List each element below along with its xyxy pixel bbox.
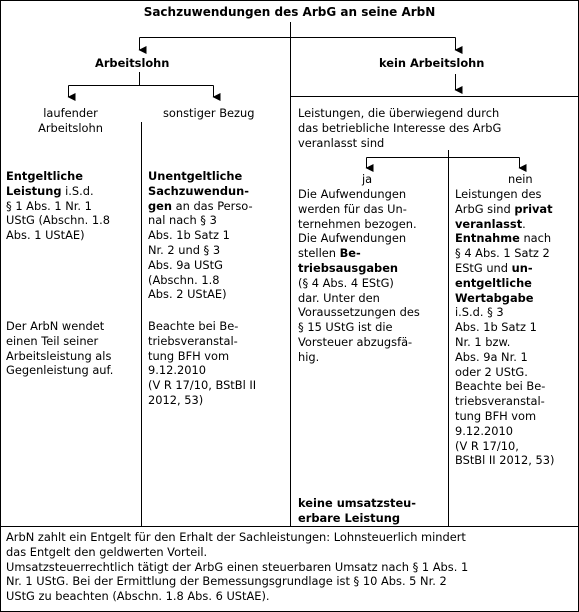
ja-betriebsausgaben-line-5: stellen Be- [298, 246, 361, 261]
nein-private-entnahme-line-14: Beachte bei Be- [455, 379, 546, 394]
footer-note [6, 530, 468, 604]
col1-entgeltliche-leistung-line-3: § 1 Abs. 1 Nr. 1 [6, 198, 92, 213]
nein-private-entnahme-line-9: i.S.d. § 3 [455, 305, 504, 320]
nein-private-entnahme-line-7: entgeltliche [455, 275, 532, 290]
col1-entgeltliche-leistung [6, 169, 110, 243]
nein-private-entnahme-line-8: Wertabgabe [455, 290, 534, 305]
col1-explanation-line-3: Arbeitsleistung als [6, 348, 112, 363]
footer-note-line-3: Umsatzsteuerrechtlich tätigt der ArbG einen steuerbaren Umsatz nach § 1 Abs. 1 [6, 559, 469, 574]
col2-unentgeltliche-sachzuwendungen-line-6: Nr. 2 und § 3 [148, 242, 221, 257]
ja-betriebsausgaben [298, 187, 420, 365]
ja-betriebsausgaben-line-1: Die Aufwendungen [298, 187, 407, 201]
col1-explanation-line-4: Gegenleistung auf. [6, 363, 114, 378]
ja-betriebsausgaben-line-12: hig. [298, 349, 320, 364]
branch-laufend-line-2: Arbeitslohn [38, 120, 103, 135]
right-intro-line-1: Leistungen, die überwiegend durch [298, 106, 500, 120]
ja-betriebsausgaben-line-6: triebsausgaben [298, 260, 399, 275]
col2-bfh-note-line-1: Beachte bei Be- [148, 319, 239, 333]
col1-entgeltliche-leistung-line-2: Leistung i.S.d. [6, 183, 94, 198]
nein-private-entnahme-line-3: veranlasst. [455, 216, 526, 231]
col1-explanation [6, 319, 113, 378]
ja-betriebsausgaben-line-9: Voraussetzungen des [298, 305, 420, 320]
ja-betriebsausgaben-line-4: Die Aufwendungen [298, 231, 407, 246]
nein-private-entnahme-line-5: § 4 Abs. 1 Satz 2 [455, 246, 550, 261]
nein-private-entnahme-line-16: tung BFH vom [455, 408, 537, 423]
footer-note-line-2: das Entgelt den geldwerten Vorteil. [6, 544, 208, 559]
nein-private-entnahme-line-15: triebsveranstal- [455, 394, 545, 409]
ja-betriebsausgaben-line-7: (§ 4 Abs. 4 EStG) [298, 275, 394, 290]
label-ja: ja [362, 172, 373, 186]
ja-betriebsausgaben-line-11: Vorsteuer abzugsfä- [298, 334, 413, 349]
nein-private-entnahme-line-18: (V R 17/10, [455, 438, 519, 453]
nein-private-entnahme-line-19: BStBl II 2012, 53) [455, 453, 555, 468]
ja-keine-umsatzsteuerbare-leistung-line-1: keine umsatzsteu- [298, 496, 417, 510]
footer-note-line-1: ArbN zahlt ein Entgelt für den Erhalt der Sachleistungen: Lohnsteuerlich mindert [6, 530, 466, 544]
nein-private-entnahme [455, 187, 554, 468]
branch-laufender-arbeitslohn [0, 106, 141, 136]
col2-unentgeltliche-sachzuwendungen-line-4: nal nach § 3 [148, 213, 217, 228]
col2-unentgeltliche-sachzuwendungen-line-3: gen an das Perso- [148, 198, 253, 213]
ja-betriebsausgaben-line-3: ternehmen bezogen. [298, 216, 417, 231]
branch-sonstiger-bezug: sonstiger Bezug [163, 106, 255, 120]
heading-kein-arbeitslohn: kein Arbeitslohn [379, 56, 485, 70]
ja-keine-umsatzsteuerbare-leistung-line-2: erbare Leistung [298, 510, 400, 525]
right-intro-line-2: das betriebliche Interesse des ArbG [298, 120, 502, 135]
ja-betriebsausgaben-line-10: § 15 UStG ist die [298, 320, 393, 335]
col2-bfh-note-line-6: 2012, 53) [148, 392, 204, 407]
col2-unentgeltliche-sachzuwendungen [148, 169, 253, 302]
nein-private-entnahme-line-10: Abs. 1b Satz 1 [455, 320, 537, 335]
heading-arbeitslohn: Arbeitslohn [95, 56, 170, 70]
nein-private-entnahme-line-4: Entnahme nach [455, 231, 552, 246]
col2-bfh-note-line-2: triebsveranstal- [148, 333, 238, 348]
col2-bfh-note-line-3: tung BFH vom [148, 348, 230, 363]
col2-unentgeltliche-sachzuwendungen-line-1: Unentgeltliche [148, 169, 243, 183]
footer-note-line-4: Nr. 1 UStG. Bei der Ermittlung der Bemessungsgrundlage ist § 10 Abs. 5 Nr. 2 [6, 574, 447, 589]
nein-private-entnahme-line-12: Abs. 9a Nr. 1 [455, 349, 528, 364]
col2-bfh-note-line-4: 9.12.2010 [148, 363, 206, 378]
col2-unentgeltliche-sachzuwendungen-line-9: Abs. 2 UStAE) [148, 287, 227, 302]
nein-private-entnahme-line-2: ArbG sind privat [455, 201, 553, 216]
col2-unentgeltliche-sachzuwendungen-line-2: Sachzuwendun- [148, 183, 249, 198]
col1-explanation-line-1: Der ArbN wendet [6, 319, 105, 333]
col1-entgeltliche-leistung-line-5: Abs. 1 UStAE) [6, 228, 85, 243]
nein-private-entnahme-line-1: Leistungen des [455, 187, 542, 201]
nein-private-entnahme-line-13: oder 2 UStG. [455, 364, 528, 379]
right-intro-line-3: veranlasst sind [298, 135, 385, 150]
footer-note-line-5: UStG zu beachten (Abschn. 1.8 Abs. 6 UStAE). [6, 589, 270, 604]
col2-unentgeltliche-sachzuwendungen-line-5: Abs. 1b Satz 1 [148, 228, 230, 243]
branch-laufend-line-1: laufender [43, 106, 98, 120]
nein-private-entnahme-line-11: Nr. 1 bzw. [455, 334, 511, 349]
label-nein: nein [508, 172, 533, 186]
ja-keine-umsatzsteuerbare-leistung [298, 496, 416, 526]
col2-bfh-note-line-5: (V R 17/10, BStBl II [148, 378, 257, 393]
nein-private-entnahme-line-17: 9.12.2010 [455, 423, 513, 438]
nein-private-entnahme-line-6: EStG und un- [455, 260, 533, 275]
col1-entgeltliche-leistung-line-1: Entgeltliche [6, 169, 83, 183]
col1-explanation-line-2: einen Teil seiner [6, 333, 99, 348]
col2-unentgeltliche-sachzuwendungen-line-8: (Abschn. 1.8 [148, 272, 220, 287]
col2-unentgeltliche-sachzuwendungen-line-7: Abs. 9a UStG [148, 257, 223, 272]
diagram-title: Sachzuwendungen des ArbG an seine ArbN [143, 5, 436, 19]
ja-betriebsausgaben-line-8: dar. Unter den [298, 290, 380, 305]
col1-entgeltliche-leistung-line-4: UStG (Abschn. 1.8 [6, 213, 110, 228]
right-intro [298, 106, 501, 150]
ja-betriebsausgaben-line-2: werden für das Un- [298, 201, 407, 216]
col2-bfh-note [148, 319, 256, 408]
